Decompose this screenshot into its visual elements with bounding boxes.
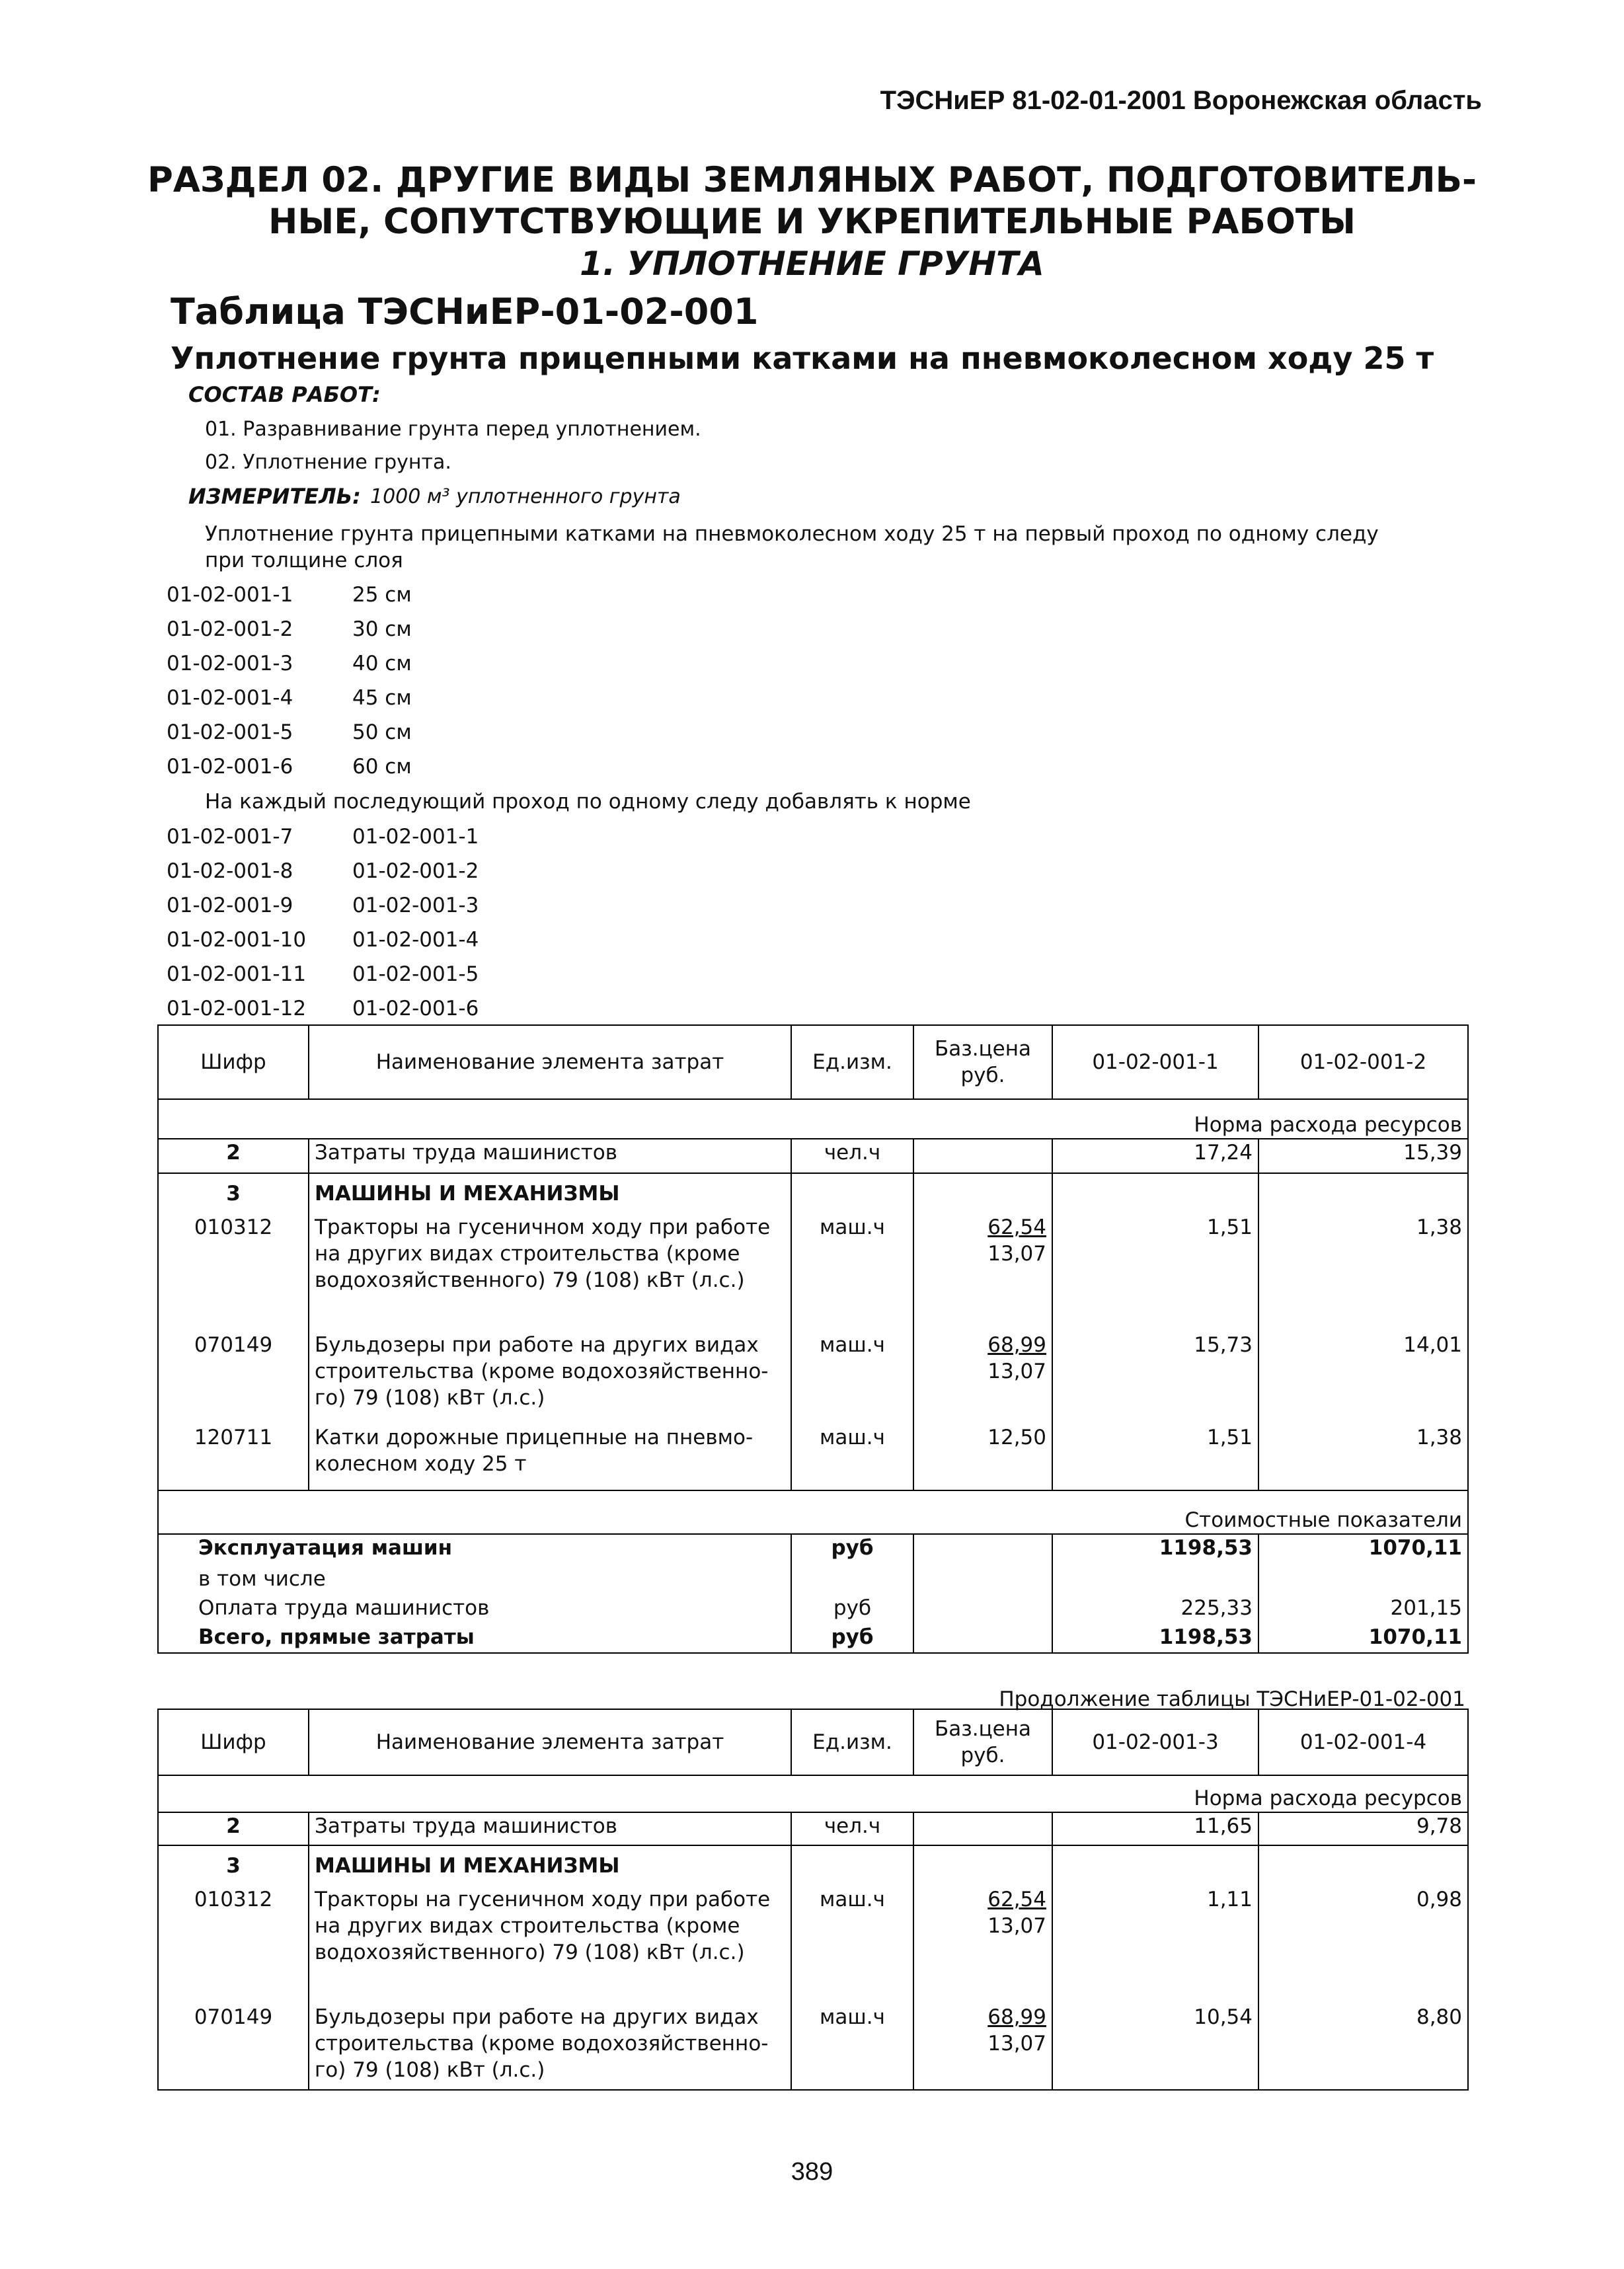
row-unit: маш.ч xyxy=(791,1332,913,1424)
row-value-a: 1,11 xyxy=(1052,1886,1258,2004)
summary-unit: руб xyxy=(791,1624,913,1653)
table-header-row xyxy=(158,1709,1468,1775)
table-row xyxy=(158,1812,1468,1845)
meter-label: ИЗМЕРИТЕЛЬ: xyxy=(188,484,361,509)
row-value-a: 15,73 xyxy=(1052,1332,1258,1424)
row-name-line: Бульдозеры при работе на других видах xyxy=(315,2005,759,2029)
norm-label: Норма расхода ресурсов xyxy=(158,1099,1468,1139)
row-code: 010312 xyxy=(158,1886,309,2004)
table-row xyxy=(158,1424,1468,1490)
row-name: МАШИНЫ И МЕХАНИЗМЫ xyxy=(309,1173,791,1214)
col-price xyxy=(913,1025,1052,1099)
row-name-line: колесном ходу 25 т xyxy=(315,1452,527,1476)
row-name xyxy=(309,1886,791,2004)
row-name-line: строительства (кроме водохозяйственно- xyxy=(315,2032,769,2056)
summary-name: Оплата труда машинистов xyxy=(158,1595,791,1624)
table-row xyxy=(158,1845,1468,1886)
col-cipher: Шифр xyxy=(158,1709,309,1775)
row-value-a: 17,24 xyxy=(1052,1139,1258,1173)
col-price-line1: Баз.цена xyxy=(934,1037,1032,1061)
table-row xyxy=(158,1214,1468,1332)
price-labor: 13,07 xyxy=(987,1242,1046,1266)
row-value-b: 1,38 xyxy=(1258,1214,1468,1332)
summary-a: 1198,53 xyxy=(1052,1624,1258,1653)
table-row xyxy=(158,1886,1468,2004)
col-price-line2: руб. xyxy=(960,1063,1005,1087)
code-item: 01-02-001-2 xyxy=(167,617,293,641)
code-value: 01-02-001-3 xyxy=(352,894,479,917)
row-value-b: 15,39 xyxy=(1258,1139,1468,1173)
row-name-line: Тракторы на гусеничном ходу при работе xyxy=(315,1888,771,1911)
row-name-line: го) 79 (108) кВт (л.с.) xyxy=(315,2058,545,2082)
row-unit: маш.ч xyxy=(791,2004,913,2090)
row-name-line: строительства (кроме водохозяйственно- xyxy=(315,1360,769,1383)
resource-table-1 xyxy=(157,1024,1469,1654)
row-name: МАШИНЫ И МЕХАНИЗМЫ xyxy=(309,1845,791,1886)
table-row xyxy=(158,2004,1468,2090)
code-item: 01-02-001-9 xyxy=(167,894,293,917)
code-value: 01-02-001-5 xyxy=(352,962,479,986)
code-value: 45 см xyxy=(352,686,412,710)
row-value-a: 11,65 xyxy=(1052,1812,1258,1845)
row-unit: чел.ч xyxy=(791,1812,913,1845)
price-labor: 13,07 xyxy=(987,1360,1046,1383)
row-price xyxy=(913,1886,1052,2004)
row-name: Затраты труда машинистов xyxy=(309,1139,791,1173)
summary-b: 1070,11 xyxy=(1258,1624,1468,1653)
code-item: 01-02-001-12 xyxy=(167,997,307,1020)
price-main: 68,99 xyxy=(987,2005,1046,2029)
operation-item: 01. Разравнивание грунта перед уплотнением. xyxy=(205,418,701,441)
price-main: 62,54 xyxy=(987,1888,1046,1911)
row-value-b: 14,01 xyxy=(1258,1332,1468,1424)
row-name xyxy=(309,1332,791,1424)
row-name xyxy=(309,1214,791,1332)
row-code: 3 xyxy=(158,1173,309,1214)
row-name-line: на других видах строительства (кроме xyxy=(315,1242,740,1266)
summary-b: 201,15 xyxy=(1258,1595,1468,1624)
col-name: Наименование элемента затрат xyxy=(309,1025,791,1099)
section-subtitle: 1. УПЛОТНЕНИЕ ГРУНТА xyxy=(580,245,1044,283)
code-item: 01-02-001-7 xyxy=(167,825,293,849)
cost-label: Стоимостные показатели xyxy=(158,1490,1468,1534)
col-b: 01-02-001-2 xyxy=(1258,1025,1468,1099)
operation-item: 02. Уплотнение грунта. xyxy=(205,451,451,474)
code-item: 01-02-001-4 xyxy=(167,686,293,710)
code-item: 01-02-001-3 xyxy=(167,652,293,675)
norm-label: Норма расхода ресурсов xyxy=(158,1775,1468,1812)
code-item: 01-02-001-5 xyxy=(167,720,293,744)
section-title-line1: РАЗДЕЛ 02. ДРУГИЕ ВИДЫ ЗЕМЛЯНЫХ РАБОТ, ПОДГОТОВИТЕЛЬ- xyxy=(147,160,1477,200)
col-b: 01-02-001-4 xyxy=(1258,1709,1468,1775)
section-title-line2: НЫЕ, СОПУТСТВУЮЩИЕ И УКРЕПИТЕЛЬНЫЕ РАБОТЫ xyxy=(268,202,1356,242)
row-name-line: на других видах строительства (кроме xyxy=(315,1914,740,1938)
description-line1: Уплотнение грунта прицепными катками на пневмоколесном ходу 25 т на первый проход по одному следу xyxy=(205,522,1379,546)
table-row xyxy=(158,1332,1468,1424)
summary-name: в том числе xyxy=(158,1566,791,1595)
row-price xyxy=(913,1214,1052,1332)
row-value-b: 0,98 xyxy=(1258,1886,1468,2004)
row-value-b: 8,80 xyxy=(1258,2004,1468,2090)
row-price xyxy=(913,1332,1052,1424)
continuation-note: Продолжение таблицы ТЭСНиЕР-01-02-001 xyxy=(999,1687,1465,1711)
row-code: 120711 xyxy=(158,1424,309,1490)
summary-row xyxy=(158,1624,1468,1653)
code-item: 01-02-001-8 xyxy=(167,859,293,883)
summary-unit: руб xyxy=(791,1595,913,1624)
code-value: 01-02-001-2 xyxy=(352,859,479,883)
col-price-line2: руб. xyxy=(960,1744,1005,1767)
code-item: 01-02-001-1 xyxy=(167,583,293,607)
row-price xyxy=(913,2004,1052,2090)
summary-name: Всего, прямые затраты xyxy=(158,1624,791,1653)
row-unit: маш.ч xyxy=(791,1424,913,1490)
col-a: 01-02-001-3 xyxy=(1052,1709,1258,1775)
table-row xyxy=(158,1173,1468,1214)
row-name-line: Тракторы на гусеничном ходу при работе xyxy=(315,1215,771,1239)
row-name-line: Бульдозеры при работе на других видах xyxy=(315,1333,759,1357)
row-name xyxy=(309,2004,791,2090)
row-name-line: водохозяйственного) 79 (108) кВт (л.с.) xyxy=(315,1941,745,1964)
summary-b: 1070,11 xyxy=(1258,1534,1468,1566)
code-value: 25 см xyxy=(352,583,412,607)
row-price xyxy=(913,1139,1052,1173)
table-label: Таблица ТЭСНиЕР-01-02-001 xyxy=(171,291,759,332)
code-item: 01-02-001-6 xyxy=(167,755,293,779)
row-value-a: 10,54 xyxy=(1052,2004,1258,2090)
summary-name: Эксплуатация машин xyxy=(158,1534,791,1566)
row-code: 3 xyxy=(158,1845,309,1886)
code-value: 30 см xyxy=(352,617,412,641)
row-code: 070149 xyxy=(158,2004,309,2090)
summary-row xyxy=(158,1595,1468,1624)
resource-table-2 xyxy=(157,1709,1469,2091)
code-item: 01-02-001-10 xyxy=(167,928,307,952)
row-price: 12,50 xyxy=(913,1424,1052,1490)
summary-row xyxy=(158,1534,1468,1566)
table-name: Уплотнение грунта прицепными катками на пневмоколесном ходу 25 т xyxy=(171,340,1434,376)
row-value-a: 1,51 xyxy=(1052,1424,1258,1490)
col-cipher: Шифр xyxy=(158,1025,309,1099)
row-code: 070149 xyxy=(158,1332,309,1424)
row-unit: чел.ч xyxy=(791,1139,913,1173)
page-number: 389 xyxy=(791,2158,833,2186)
cost-row xyxy=(158,1490,1468,1534)
col-a: 01-02-001-1 xyxy=(1052,1025,1258,1099)
code-value: 40 см xyxy=(352,652,412,675)
code-value: 01-02-001-6 xyxy=(352,997,479,1020)
meter-value: 1000 м³ уплотненного грунта xyxy=(370,485,681,508)
table-header-row xyxy=(158,1025,1468,1099)
row-value-b: 1,38 xyxy=(1258,1424,1468,1490)
code-value: 01-02-001-4 xyxy=(352,928,479,952)
col-unit: Ед.изм. xyxy=(791,1025,913,1099)
norm-row xyxy=(158,1775,1468,1812)
row-name-line: Катки дорожные прицепные на пневмо- xyxy=(315,1426,754,1449)
row-name: Затраты труда машинистов xyxy=(309,1812,791,1845)
composition-heading: СОСТАВ РАБОТ: xyxy=(188,382,381,407)
code-value: 01-02-001-1 xyxy=(352,825,479,849)
document-reference: ТЭСНиЕР 81-02-01-2001 Воронежская область xyxy=(880,86,1482,115)
description-line2: при толщине слоя xyxy=(205,549,403,572)
row-code: 2 xyxy=(158,1812,309,1845)
norm-row xyxy=(158,1099,1468,1139)
row-name xyxy=(309,1424,791,1490)
row-code: 010312 xyxy=(158,1214,309,1332)
row-name-line: го) 79 (108) кВт (л.с.) xyxy=(315,1386,545,1410)
col-name: Наименование элемента затрат xyxy=(309,1709,791,1775)
row-value-a: 1,51 xyxy=(1052,1214,1258,1332)
code-item: 01-02-001-11 xyxy=(167,962,307,986)
summary-row xyxy=(158,1566,1468,1595)
code-value: 50 см xyxy=(352,720,412,744)
col-unit: Ед.изм. xyxy=(791,1709,913,1775)
each-next-note: На каждый последующий проход по одному следу добавлять к норме xyxy=(205,790,971,814)
col-price-line1: Баз.цена xyxy=(934,1717,1032,1741)
row-unit: маш.ч xyxy=(791,1886,913,2004)
price-main: 62,54 xyxy=(987,1215,1046,1239)
table-row xyxy=(158,1139,1468,1173)
row-unit: маш.ч xyxy=(791,1214,913,1332)
price-labor: 13,07 xyxy=(987,2032,1046,2056)
row-code: 2 xyxy=(158,1139,309,1173)
col-price xyxy=(913,1709,1052,1775)
summary-unit: руб xyxy=(791,1534,913,1566)
price-labor: 13,07 xyxy=(987,1914,1046,1938)
row-name-line: водохозяйственного) 79 (108) кВт (л.с.) xyxy=(315,1268,745,1292)
price-main: 68,99 xyxy=(987,1333,1046,1357)
summary-a: 225,33 xyxy=(1052,1595,1258,1624)
row-value-b: 9,78 xyxy=(1258,1812,1468,1845)
summary-a: 1198,53 xyxy=(1052,1534,1258,1566)
row-price xyxy=(913,1812,1052,1845)
code-value: 60 см xyxy=(352,755,412,779)
